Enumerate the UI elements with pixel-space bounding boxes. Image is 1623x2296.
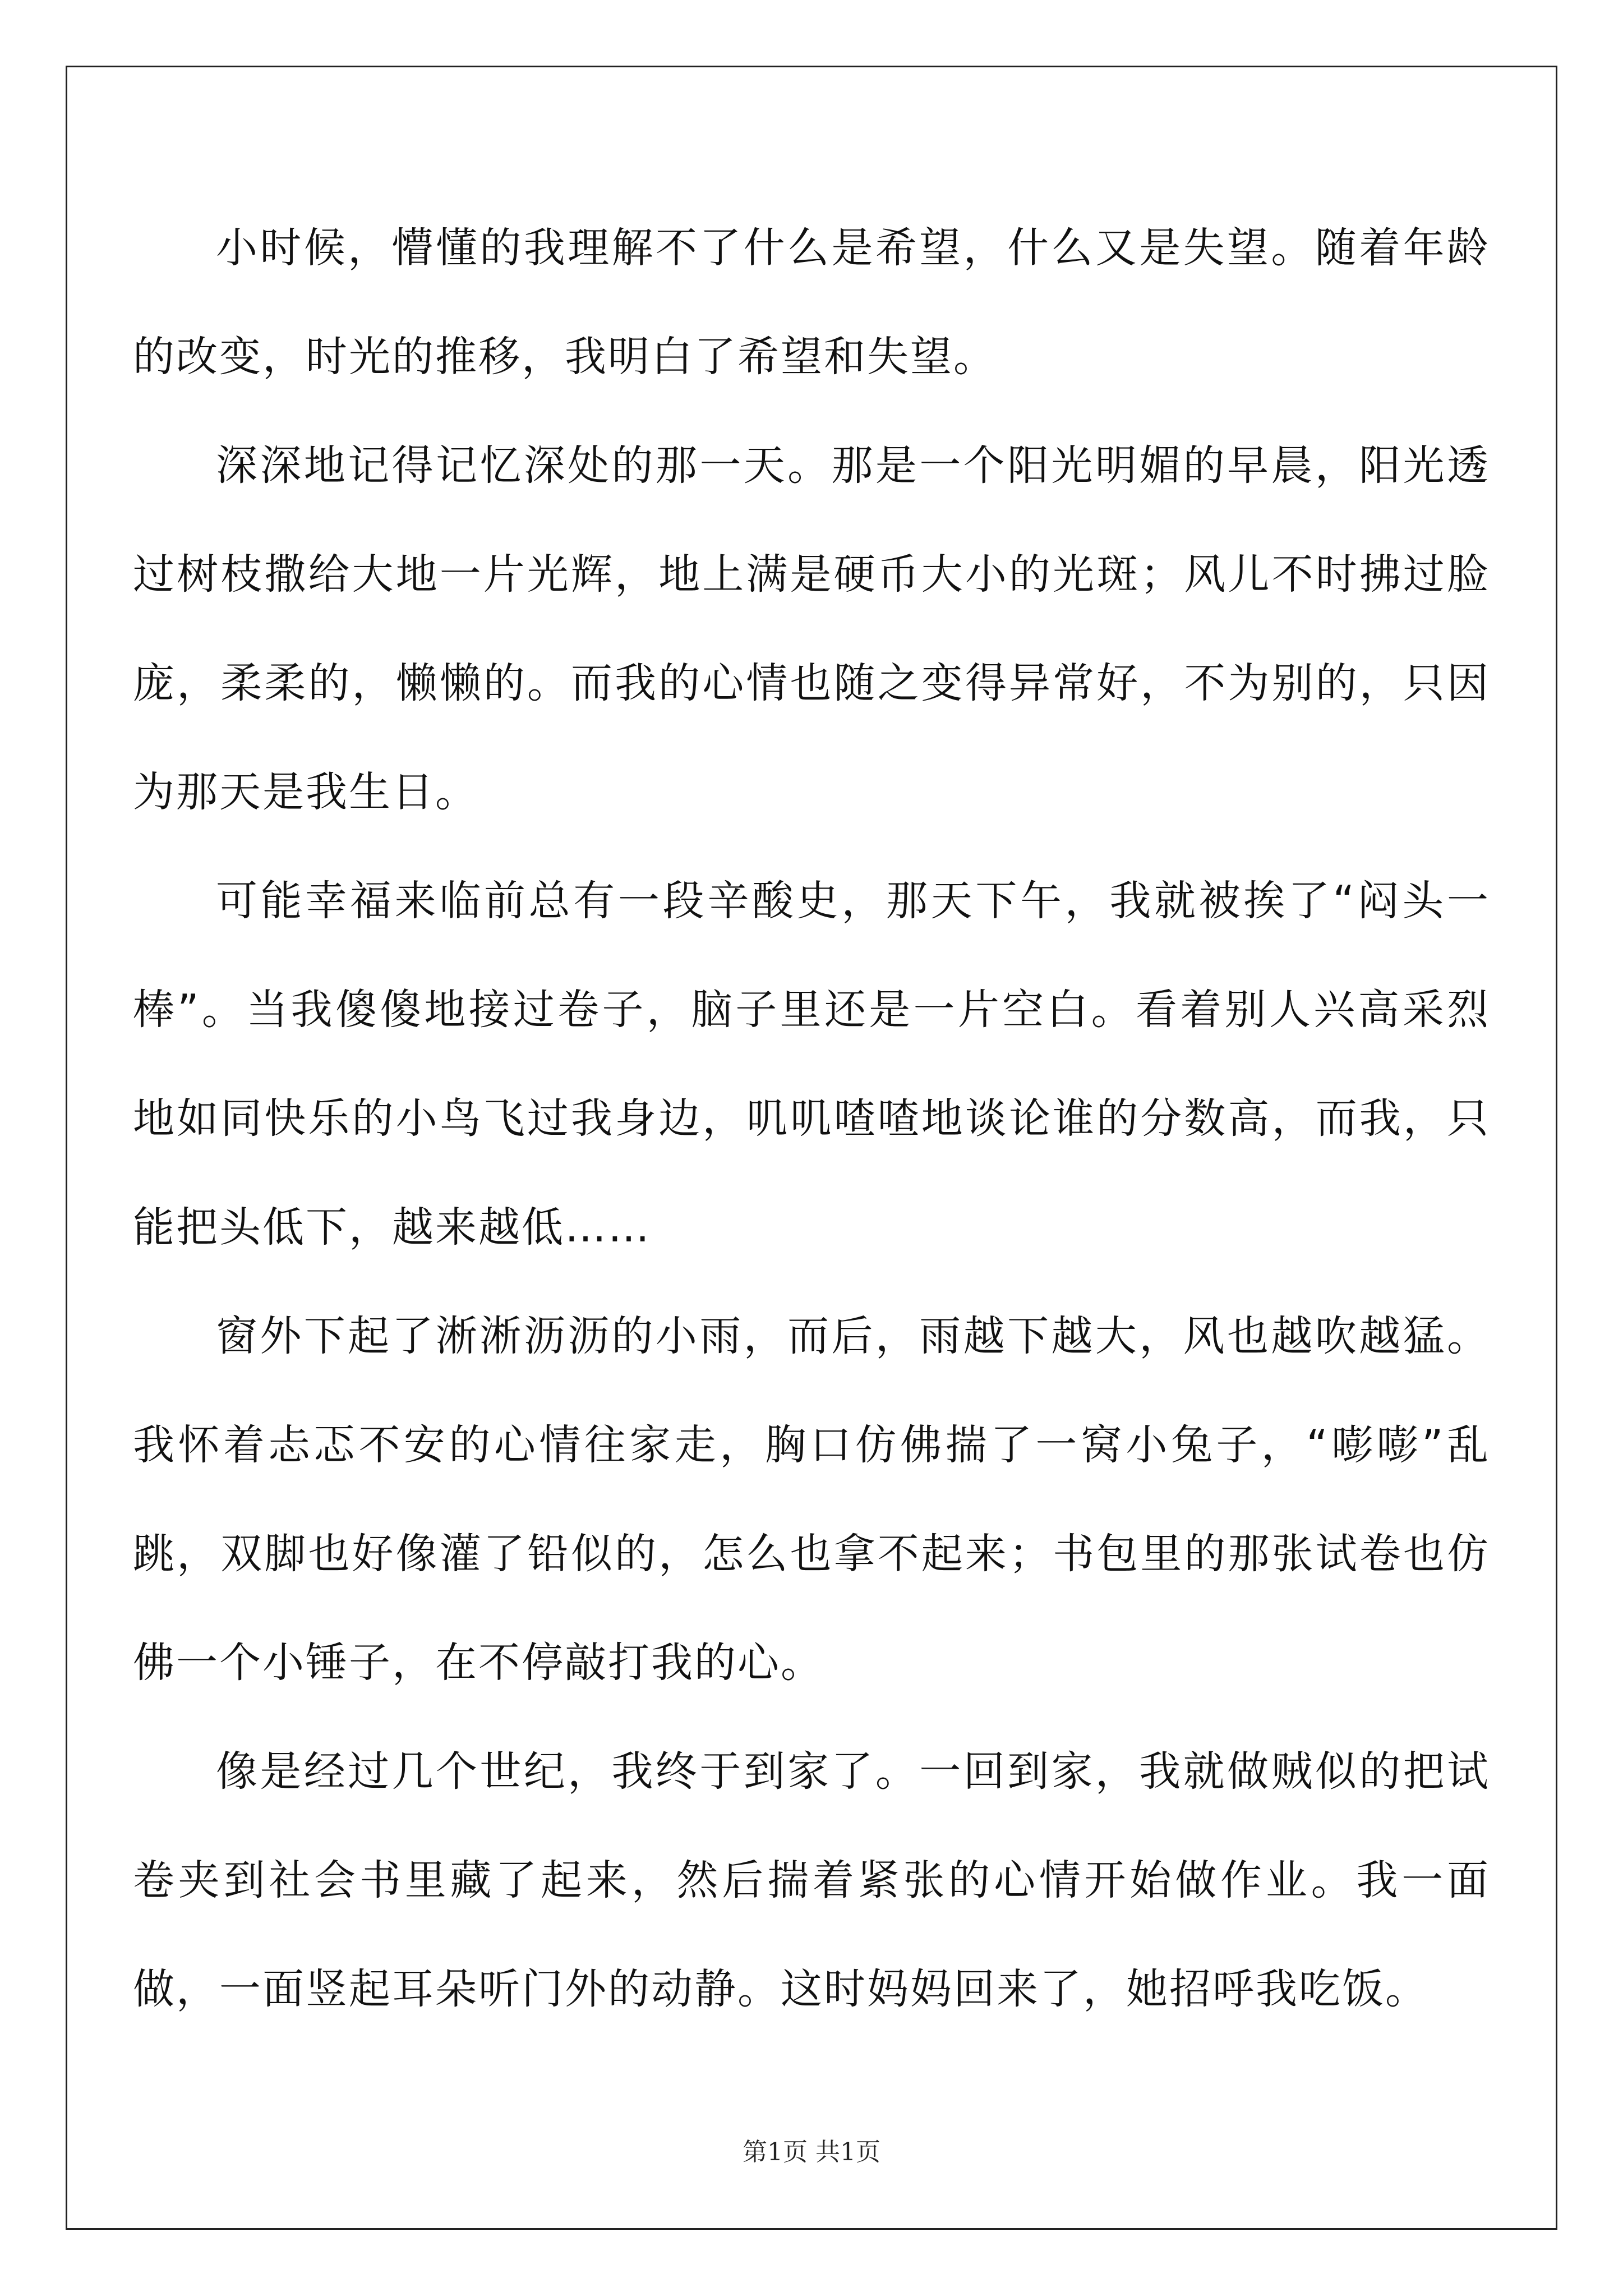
- paragraph-3: 可能幸福来临前总有一段辛酸史，那天下午，我就被挨了“闷头一棒”。当我傻傻地接过卷子，脑子里还是一片空白。看着别人兴高采烈地如同快乐的小鸟飞过我身边，叽叽喳喳地谈论谁的分数高，而我，只能把头低下，越来越低……: [133, 877, 1490, 1251]
- document-body: [133, 194, 1490, 2044]
- paragraph-4: 窗外下起了淅淅沥沥的小雨，而后，雨越下越大，风也越吹越猛。我怀着忐忑不安的心情往家走，胸口仿佛揣了一窝小兔子，“嘭嘭”乱跳，双脚也好像灌了铅似的，怎么也拿不起来；书包里的那张试卷也仿佛一个小锤子，在不停敲打我的心。: [133, 1312, 1490, 1687]
- page-footer: 第1页 共1页: [743, 2138, 880, 2166]
- paragraph-1: 小时候，懵懂的我理解不了什么是希望，什么又是失望。随着年龄的改变，时光的推移，我明白了希望和失望。: [133, 224, 1490, 381]
- paragraph-5: 像是经过几个世纪，我终于到家了。一回到家，我就做贼似的把试卷夹到社会书里藏了起来，然后揣着紧张的心情开始做作业。我一面做，一面竖起耳朵听门外的动静。这时妈妈回来了，她招呼我吃饭。: [133, 1747, 1490, 2013]
- paragraph-2: 深深地记得记忆深处的那一天。那是一个阳光明媚的早晨，阳光透过树枝撒给大地一片光辉，地上满是硬币大小的光斑；风儿不时拂过脸庞，柔柔的，懒懒的。而我的心情也随之变得异常好，不为别的，只因为那天是我生日。: [133, 441, 1490, 816]
